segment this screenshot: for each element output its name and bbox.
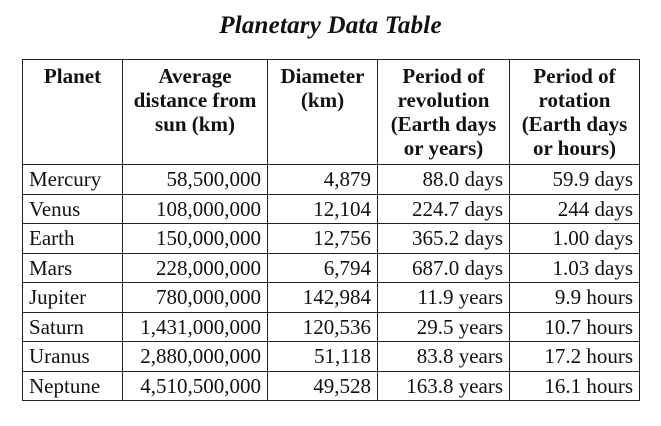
header-planet: Planet [23, 60, 123, 165]
table-row [23, 371, 640, 401]
cell-distance: 1,431,000,000 [123, 312, 268, 342]
cell-rotation: 1.03 days [510, 253, 640, 283]
cell-distance: 58,500,000 [123, 165, 268, 195]
planetary-data-table [22, 59, 640, 401]
cell-revolution: 83.8 years [378, 342, 510, 372]
cell-revolution: 365.2 days [378, 224, 510, 254]
cell-rotation: 59.9 days [510, 165, 640, 195]
cell-rotation: 17.2 hours [510, 342, 640, 372]
cell-planet: Mercury [23, 165, 123, 195]
cell-planet: Jupiter [23, 283, 123, 313]
cell-rotation: 10.7 hours [510, 312, 640, 342]
cell-diameter: 142,984 [268, 283, 378, 313]
cell-diameter: 6,794 [268, 253, 378, 283]
header-row [23, 60, 640, 165]
cell-diameter: 12,104 [268, 194, 378, 224]
table-row [23, 194, 640, 224]
table-row [23, 342, 640, 372]
cell-planet: Venus [23, 194, 123, 224]
table-row [23, 224, 640, 254]
table-row [23, 253, 640, 283]
cell-diameter: 120,536 [268, 312, 378, 342]
cell-distance: 228,000,000 [123, 253, 268, 283]
cell-revolution: 163.8 years [378, 371, 510, 401]
cell-distance: 4,510,500,000 [123, 371, 268, 401]
cell-diameter: 4,879 [268, 165, 378, 195]
cell-diameter: 12,756 [268, 224, 378, 254]
cell-planet: Saturn [23, 312, 123, 342]
cell-distance: 108,000,000 [123, 194, 268, 224]
cell-diameter: 51,118 [268, 342, 378, 372]
table-row [23, 165, 640, 195]
header-distance: Average distance from sun (km) [123, 60, 268, 165]
cell-planet: Uranus [23, 342, 123, 372]
header-diameter: Diameter (km) [268, 60, 378, 165]
cell-planet: Neptune [23, 371, 123, 401]
table-row [23, 283, 640, 313]
header-revolution: Period of revolution (Earth days or years) [378, 60, 510, 165]
table-row [23, 312, 640, 342]
cell-rotation: 16.1 hours [510, 371, 640, 401]
cell-rotation: 9.9 hours [510, 283, 640, 313]
header-rotation: Period of rotation (Earth days or hours) [510, 60, 640, 165]
table-title: Planetary Data Table [219, 12, 442, 39]
cell-revolution: 11.9 years [378, 283, 510, 313]
cell-rotation: 244 days [510, 194, 640, 224]
cell-revolution: 29.5 years [378, 312, 510, 342]
cell-planet: Earth [23, 224, 123, 254]
cell-revolution: 687.0 days [378, 253, 510, 283]
cell-revolution: 224.7 days [378, 194, 510, 224]
cell-revolution: 88.0 days [378, 165, 510, 195]
cell-distance: 150,000,000 [123, 224, 268, 254]
cell-diameter: 49,528 [268, 371, 378, 401]
cell-distance: 2,880,000,000 [123, 342, 268, 372]
cell-distance: 780,000,000 [123, 283, 268, 313]
cell-rotation: 1.00 days [510, 224, 640, 254]
cell-planet: Mars [23, 253, 123, 283]
